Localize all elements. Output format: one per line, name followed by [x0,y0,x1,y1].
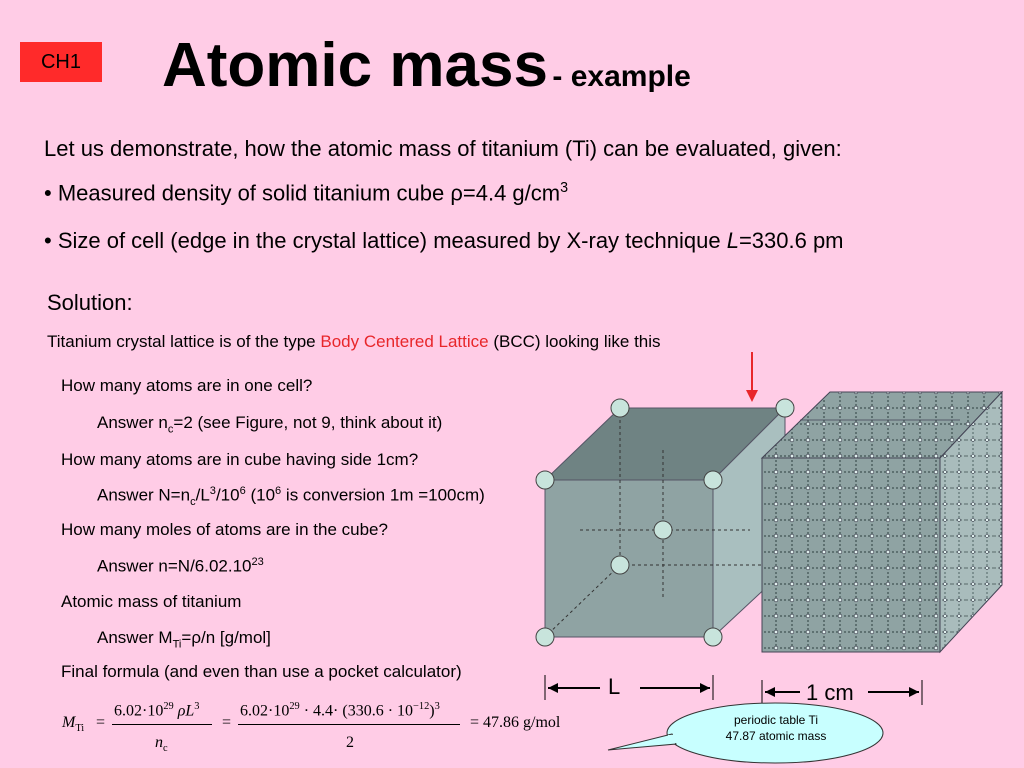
cell-length-label: L [608,674,621,699]
title-main: Atomic mass [162,31,548,100]
question-1: How many atoms are in one cell? [61,376,313,395]
formula-numerator-2: $6.02\cdot 10^{29} \cdot 4.4\cdot (330.6 \cdot 10^{-12})^3$ [240,701,440,720]
cell-dimension-arrow [545,675,713,700]
bullet-density: • Measured density of solid titanium cube ρ=4.4 $g/cm^3$ [44,180,569,206]
question-2: How many atoms are in cube having side 1cm? [61,450,419,469]
formula-numerator-1: $6.02\cdot 10^{29}$ $\rho L^3$ [114,701,200,720]
solution-heading: Solution: [47,290,133,315]
title-sub: - example [552,60,691,93]
question-5: Final formula (and even than use a pocket calculator) [61,662,462,681]
formula-lhs: $M_{Ti}$ [62,714,85,735]
lattice-text: Titanium crystal lattice is of the type Body Centered Lattice (BCC) looking like this [47,332,661,351]
bullet-cell-size: • Size of cell (edge in the crystal lattice) measured by X-ray technique L=330.6 pm [44,228,844,253]
formula-denominator-1: $n_c$ [155,734,168,755]
formula-result: = 47.86 g/mol [470,714,561,731]
answer-1: Answer $n_c=2$ (see Figure, not 9, think about it) [97,413,443,436]
question-4: Atomic mass of titanium [61,592,242,611]
answer-4: Answer $M_{Ti}=\rho/n$ [g/mol] [97,628,271,651]
intro-text: Let us demonstrate, how the atomic mass of titanium (Ti) can be evaluated, given: [44,136,842,161]
bcc-highlight: Body Centered Lattice [320,332,489,351]
formula-eq-1: = [96,714,106,731]
cube-length-label: 1 cm [806,680,854,705]
unit-cell-cube [536,399,794,646]
answer-3: Answer $n=N/6.02.10^{23}$ [97,556,264,576]
chapter-badge: CH1 [20,42,102,82]
bubble-text: periodic table Ti 47.87 atomic mass [725,713,827,743]
answer-2: Answer $N=n_c/L^3/10^6$ ($10^6$ is conversion 1m =100cm) [97,485,485,509]
question-3: How many moles of atoms are in the cube? [61,520,388,539]
lattice-cube [762,392,1002,652]
formula-eq-2: = [222,714,232,731]
formula-denominator-2: 2 [346,734,354,751]
